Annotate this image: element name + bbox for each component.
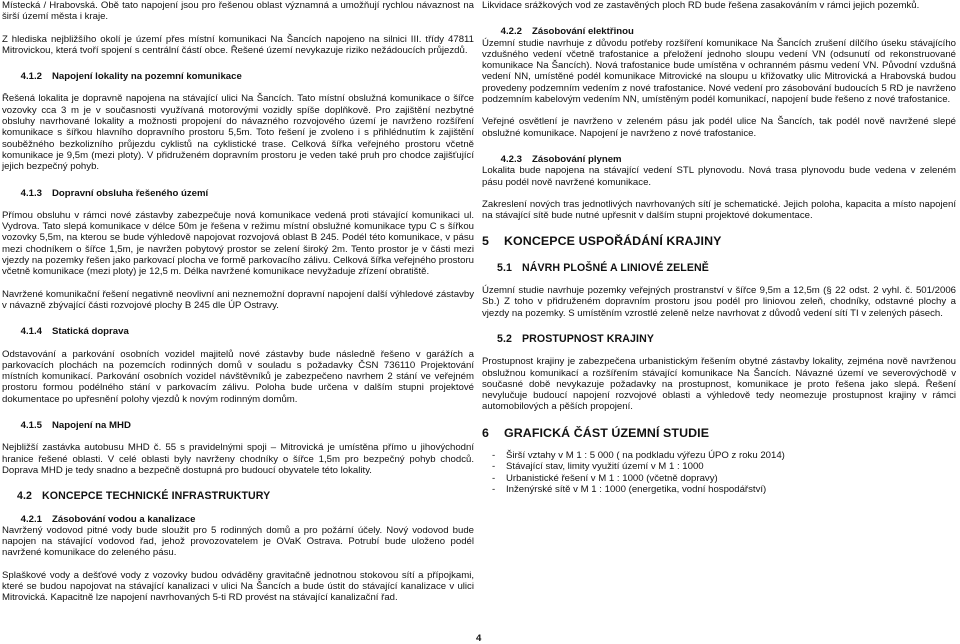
section-title: NÁVRH PLOŠNÉ A LINIOVÉ ZELENĚ	[522, 261, 709, 274]
list-item	[482, 450, 956, 461]
list-dash: -	[492, 461, 496, 473]
section-heading-4-1-4	[2, 326, 474, 337]
section-heading-5-2	[482, 334, 956, 345]
section-heading-4-2-1	[2, 514, 474, 525]
section-heading-4-2-2	[482, 26, 956, 37]
list-item-text: Širší vztahy v M 1 : 5 000 ( na podkladu výřezu ÚPO z roku 2014)	[506, 450, 785, 462]
section-title: Zásobování elektřinou	[532, 26, 634, 38]
section-number: 4.1.3	[20, 187, 42, 199]
section-heading-4-1-5	[2, 420, 474, 431]
section-title: KONCEPCE TECHNICKÉ INFRASTRUKTURY	[42, 490, 271, 503]
paragraph: Odstavování a parkování osobních vozidel majitelů nové zástavby bude následně řešeno v garážích a parkovacích plochách na pozemcích rodinných domů v souladu s požadavky ČSN 736110 Projektování místních komunikací. Parkování osobních vozidel návštěvníků je zabezpečeno navrhem 2 stání ve veřejném prostoru formou podélného stání v parkovacím zálivu. Poloha bude určena v dalším stupni projektové dokumentace po upřesnění polohy vjezdů k novým rodinným domům.	[2, 348, 474, 405]
list-dash: -	[492, 472, 496, 484]
paragraph: Přímou obsluhu v rámci nové zástavby zabezpečuje nová komunikace vedená proti stávající komunikaci ul. Vydrova. Tato slepá komunikace v délce 50m je řešena v režimu místní obslužné komunikace typu C s šířkou vozovky 5,5m, na kterou se bude výhledově napojovat rozvojová oblast B 245. Podél této komunikace, v pásu mezi chodníkem o šířce 1,5m, je navržen pobytový prostor se zelení široký 2m. Tento prostor je v části mezi vjezdy na pozemky řešen jako parkovací plocha ve formě parkovacího zálivu. Celková šířka veřejného prostoru včetně komunikace (mezi ploty) je 12,5 m. Délka navržené komunikace nevyžaduje zřízení obratiště.	[2, 209, 474, 278]
list-item-text: Inženýrské sítě v M 1 : 1000 (energetika, vodní hospodářství)	[506, 483, 767, 495]
list-item	[482, 484, 956, 495]
section-number: 4.2.2	[500, 26, 522, 38]
section-title: Statická doprava	[52, 326, 129, 338]
paragraph: Územní studie navrhuje z důvodu potřeby rozšíření komunikace Na Šancích zrušení dílčího úseku stávajícího vzdušného vedení včetně trafostanice a přeložení jednoho sloupu vedení VN (odsunutí od rekonstruované komunikace Na Šancích). Nová trafostanice bude umístěna v ochranném pásmu vedení VN. Původní vzdušná vedení NN, umístěné podél komunikace Mitrovické na sloupu u křižovatky ulic Mitrovická a Hrabovská budou provedeny podzemním vedením z nové trafostanice. Nové vedení pro zásobování budoucích 5 RD je navrženo podzemním kabelovým vedením NN, umístěným podél komunikací, napojení bude řešeno z nové trafostanice.	[482, 37, 956, 106]
paragraph: Lokalita bude napojena na stávající vedení STL plynovodu. Nová trasa plynovodu bude vedena v zeleném pásu podél nově navržené komunikace.	[482, 165, 956, 188]
paragraph: Navržený vodovod pitné vody bude sloužit pro 5 rodinných domů a pro požární účely. Nový vodovod bude napojen na stávající vodovod řad, jehož provozovatelem je OVaK Ostrava. Potrubí bude uloženo podél navržené komunikace do zeleného pásu.	[2, 524, 474, 559]
section-title: Napojení lokality na pozemní komunikace	[52, 71, 242, 83]
list-dash: -	[492, 483, 496, 495]
section-heading-4-1-2	[2, 71, 474, 82]
section-title: Dopravní obsluha řešeného území	[52, 187, 209, 199]
section-title: Napojení na MHD	[52, 420, 131, 432]
section-title: Zásobování vodou a kanalizace	[52, 513, 196, 525]
section-number: 5.1	[496, 261, 512, 274]
section-number: 4.1.5	[20, 420, 42, 432]
section-title: PROSTUPNOST KRAJINY	[522, 332, 654, 345]
section-heading-4-2	[2, 491, 474, 502]
section-number: 4.1.2	[20, 71, 42, 83]
paragraph: Nejbližší zastávka autobusu MHD č. 55 s pravidelnými spoji – Mitrovická je umístěna přímo u jihovýchodní hranice řešené oblasti. V celé oblasti byly navrženy chodníky o šířce 1,5m pro bezpečný pohyb chodců. Doprava MHD je tedy snadno a bezpečně dostupná pro budoucí obyvatele této lokality.	[2, 442, 474, 476]
paragraph: Likvidace srážkových vod ze zastavěných ploch RD bude řešena zasakováním v rámci jejich pozemků.	[482, 0, 920, 11]
paragraph: Navržené komunikační řešení negativně neovlivní ani neznemožní dopravní napojení další výhledové zástavby v návazně zbývající části rozvojové plochy B 245 dle ÚP Ostravy.	[2, 288, 474, 311]
section-number: 4.2.3	[500, 153, 522, 165]
section-heading-4-2-3	[482, 154, 956, 165]
list-dash: -	[492, 450, 496, 462]
chapter-title: GRAFICKÁ ČÁST ÚZEMNÍ STUDIE	[504, 425, 710, 440]
section-number: 4.2	[16, 490, 32, 503]
chapter-title: KONCEPCE USPOŘÁDÁNÍ KRAJINY	[504, 234, 722, 249]
drawing-list	[482, 450, 956, 495]
paragraph: Veřejné osvětlení je navrženo v zeleném pásu jak podél ulice Na Šancích, tak podél nově navržené slepé obslužné komunikace. Napojení je navrženo z nové trafostanice.	[482, 116, 956, 139]
paragraph: Zakreslení nových tras jednotlivých navrhovaných sítí je schematické. Jejich poloha, kapacita a místo napojení na stávající sítě bude nutné upřesnit v dalším stupni projektové dokumentace.	[482, 198, 956, 222]
paragraph: Řešená lokalita je dopravně napojena na stávající ulici Na Šancích. Tato místní obslužná komunikace o šířce vozovky cca 3 m je v současnosti využívaná motorovými vozidly spíše doplňkově. Pro zajištění nezbytné obsluhy navrhované lokality a možnosti propojení do návazného rozvojového území je navrženo rozšíření komunikace s šířkou hlavního dopravního prostoru 5,5m. Toto řešení je zvoleno i s přihlédnutím k zajištění souběžného bezkolizního průjezdu cyklistů na cyklistické trase. Celková šířka veřejného prostoru včetně komunikace je 9,5m (mezi ploty). V přidruženém dopravním prostoru je veden také pruh pro chodce zajišťující jejich bezpečný pohyb.	[2, 93, 474, 173]
paragraph: Místecká / Hrabovská. Obě tato napojení jsou pro řešenou oblast významná a umožňují rychlou návaznost na širší území města i kraje.	[2, 0, 474, 23]
section-number: 4.1.4	[20, 326, 42, 338]
chapter-number: 6	[482, 425, 489, 440]
left-column	[2, 0, 474, 604]
page-number: 4	[476, 633, 482, 644]
section-title: Zásobování plynem	[532, 153, 622, 165]
paragraph: Splaškové vody a dešťové vody z vozovky budou odváděny gravitačně jednotnou stokovou sítí a přípojkami, které se budou napojovat na stávající kanalizaci v ulici Na Šancích a bude ústit do stávající kanalizace v ulici Mitrovická. Kapacitně lze napojení navrhovaných 5-ti RD provést na stávající kanalizační řad.	[2, 569, 474, 604]
list-item	[482, 473, 956, 484]
section-number: 5.2	[496, 332, 512, 345]
chapter-heading-6	[482, 425, 956, 440]
section-heading-4-1-3	[2, 188, 474, 199]
paragraph: Prostupnost krajiny je zabezpečena urbanistickým řešením obytné zástavby lokality, zejména nově navrženou obslužnou komunikací a rozšířením stávající komunikace Na Šancích. Návazné území ve severovýchodě v současné době nevykazuje požadavky na prostupnost, komunikace je proto řešena jako slepá. Řešení nevylučuje budoucí napojení rozvojové oblasti a výhledově tedy neomezuje prostupnost krajiny v rámci automobilových a pěších propojení.	[482, 356, 956, 413]
paragraph: Z hlediska nejbližšího okolí je území přes místní komunikaci Na Šancích napojeno na silnici III. třídy 47811 Mitrovickou, která tvoří spojení s centrální částí obce. Řešené území nevykazuje riziko nežádoucích průjezdů.	[2, 33, 474, 56]
list-item-text: Stávající stav, limity využití území v M 1 : 1000	[506, 461, 704, 473]
chapter-heading-5	[482, 236, 956, 247]
list-item-text: Urbanistické řešení v M 1 : 1000 (včetně dopravy)	[506, 472, 718, 484]
right-column	[482, 0, 956, 495]
chapter-number: 5	[482, 234, 489, 249]
section-number: 4.2.1	[20, 513, 42, 525]
section-heading-5-1	[482, 263, 956, 274]
list-item	[482, 461, 956, 472]
paragraph: Územní studie navrhuje pozemky veřejných prostranství v šířce 9,5m a 12,5m (§ 22 odst. 2 vyhl. č. 501/2006 Sb.) Z toho v přidruženém dopravním prostoru jsou podél pro liniovou zeleň, chodníky, odstavné plochy a vjezdy na pozemky. S umístěním vzrostlé zeleně nelze navrhovat z důvodů vedení sítí TI v zelených pásech.	[482, 285, 956, 319]
